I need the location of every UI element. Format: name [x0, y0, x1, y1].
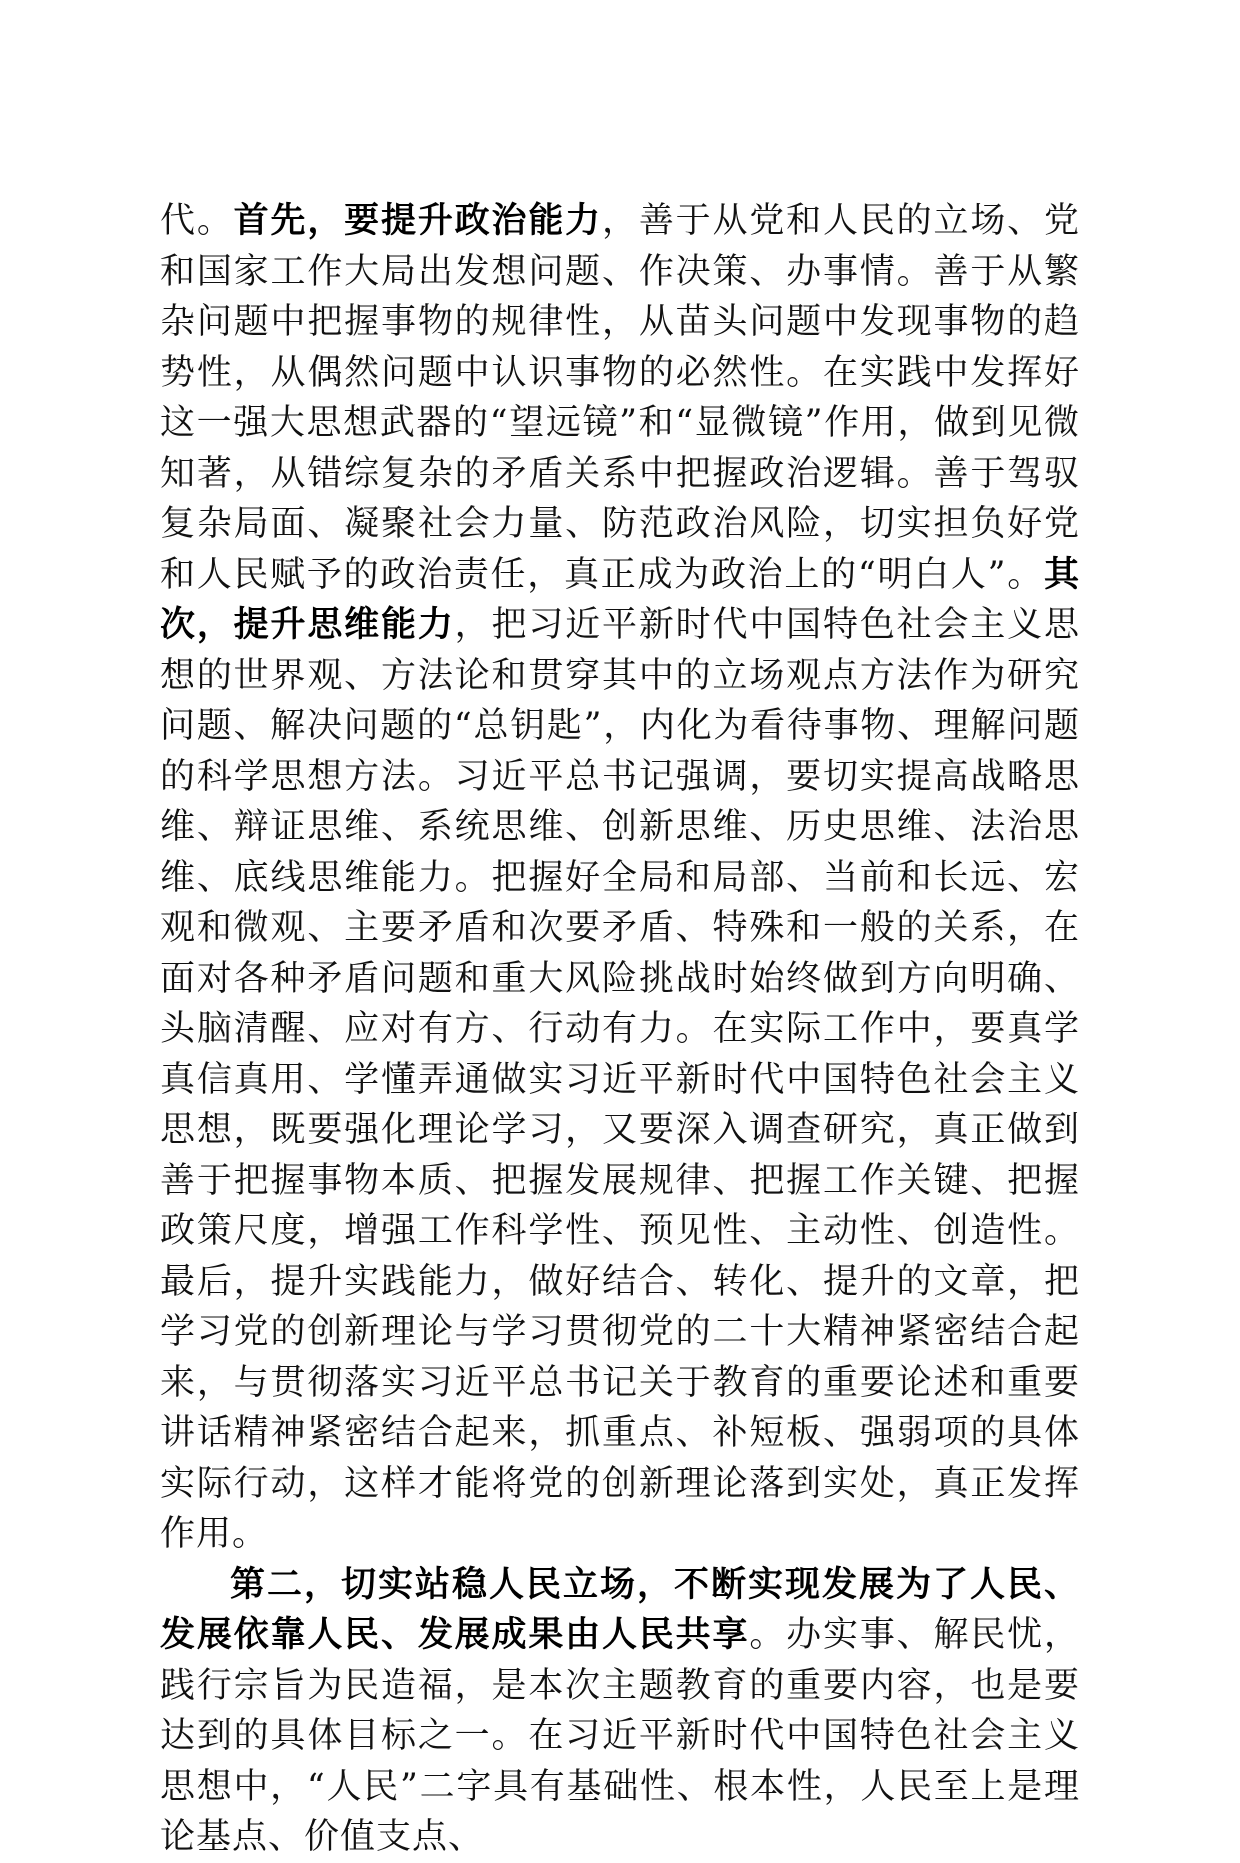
paragraph-1-text-2: ，善于从党和人民的立场、党和国家工作大局出发想问题、作决策、办事情。善于从繁杂问题中把握事物的规律性，从苗头问题中发现事物的趋势性，从偶然问题中认识事物的必然性。在实践中发挥好这一强大思想武器的“望远镜”和“显微镜”作用，做到见微知著，从错综复杂的矛盾关系中把握政治逻辑。善于驾驭复杂局面、凝聚社会力量、防范政治风险，切实担负好党和人民赋予的政治责任，真正成为政治上的“明白人”。 — [160, 201, 1080, 595]
document-body — [160, 196, 1080, 1863]
heading-improve-political-ability: 首先，要提升政治能力 — [233, 200, 602, 241]
paragraph-1-text-1: 代。 — [160, 201, 234, 241]
heading-improve-thinking-ability: 其次，提升思维能力 — [160, 553, 1080, 645]
heading-people-stance: 第二，切实站稳人民立场，不断实现发展为了人民、发展依靠人民、发展成果由人民共享 — [160, 1563, 1080, 1655]
paragraph-1-text-3: ，把习近平新时代中国特色社会主义思想的世界观、方法论和贯穿其中的立场观点方法作为研究问题、解决问题的“总钥匙”，内化为看待事物、理解问题的科学思想方法。习近平总书记强调，要切实提高战略思维、辩证思维、系统思维、创新思维、历史思维、法治思维、底线思维能力。把握好全局和局部、当前和长远、宏观和微观、主要矛盾和次要矛盾、特殊和一般的关系，在面对各种矛盾问题和重大风险挑战时始终做到方向明确、头脑清醒、应对有方、行动有力。在实际工作中，要真学真信真用、学懂弄通做实习近平新时代中国特色社会主义思想，既要强化理论学习，又要深入调查研究，真正做到善于把握事物本质、把握发展规律、把握工作关键、把握政策尺度，增强工作科学性、预见性、主动性、创造性。最后，提升实践能力，做好结合、转化、提升的文章，把学习党的创新理论与学习贯彻党的二十大精神紧密结合起来，与贯彻落实习近平总书记关于教育的重要论述和重要讲话精神紧密结合起来，抓重点、补短板、强弱项的具体实际行动，这样才能将党的创新理论落到实处，真正发挥作用。 — [160, 605, 1080, 1554]
paragraph-2 — [160, 1560, 1080, 1863]
paragraph-1 — [160, 196, 1080, 1560]
paragraph-2-text-1: 。办实事、解民忧，践行宗旨为民造福，是本次主题教育的重要内容，也是要达到的具体目标之一。在习近平新时代中国特色社会主义思想中，“人民”二字具有基础性、根本性，人民至上是理论基点、价值支点、 — [160, 1615, 1080, 1857]
